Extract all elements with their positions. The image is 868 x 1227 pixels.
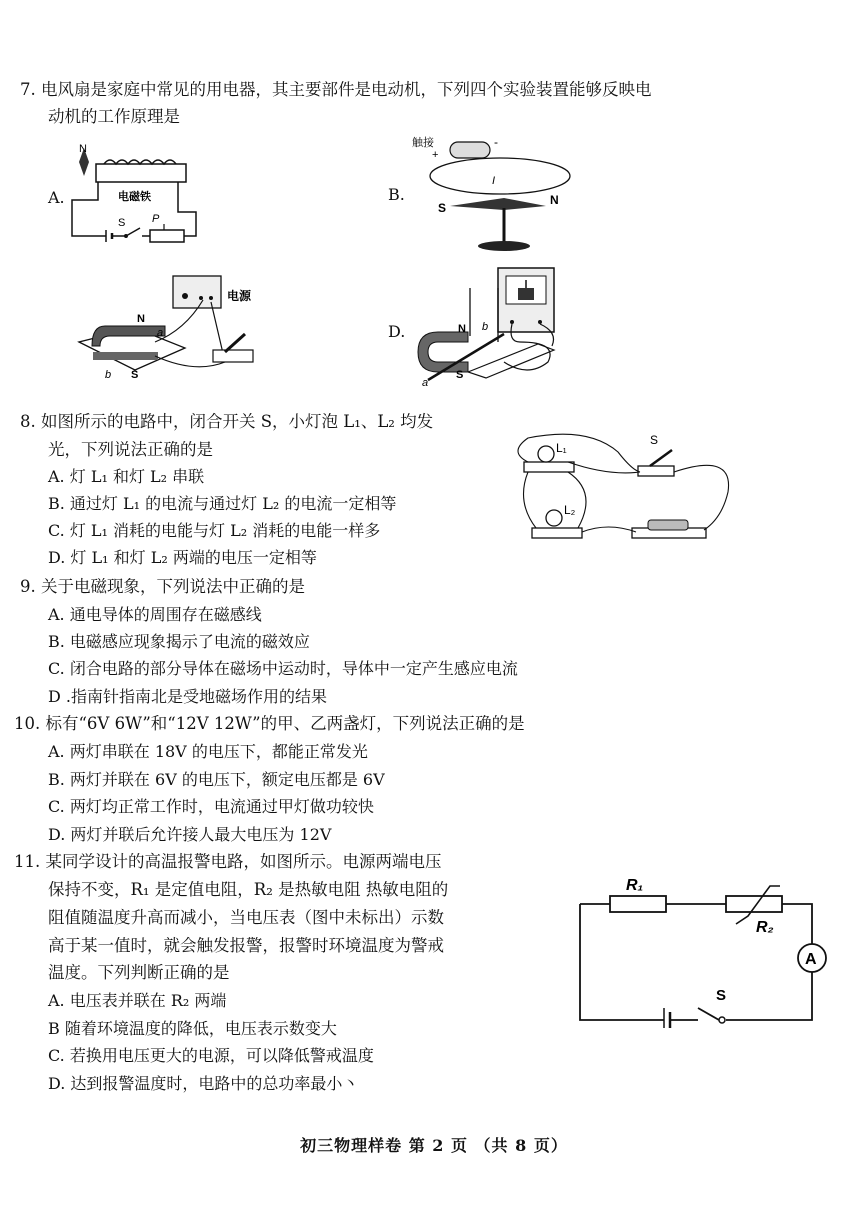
- q7-stem-line2: 动机的工作原理是: [48, 107, 180, 126]
- fig-l2-label: L₂: [564, 503, 576, 517]
- q9-option-c: C. 闭合电路的部分导体在磁场中运动时，导体中一定产生感应电流: [48, 659, 518, 678]
- switch-icon: [719, 1017, 725, 1023]
- battery-icon: [648, 520, 688, 530]
- q7-figure-b: [410, 130, 580, 255]
- q10-option-d: D. 两灯并联后允许接人最大电压为 12V: [48, 825, 332, 844]
- fig-a-p-label: P: [152, 213, 160, 225]
- q9-stem: 9. 关于电磁现象，下列说法中正确的是: [20, 577, 305, 596]
- fig-c-b-label: b: [105, 369, 112, 380]
- fig-b-n-label: N: [550, 193, 559, 207]
- fig-c-n-label: N: [137, 313, 145, 325]
- q10-stem: 10. 标有“6V 6W”和“12V 12W”的甲、乙两盏灯，下列说法正确的是: [14, 714, 525, 733]
- q7-stem-line1: 7. 电风扇是家庭中常见的用电器，其主要部件是电动机，下列四个实验装置能够反映电: [20, 80, 652, 99]
- q11-option-d: D. 达到报警温度时，电路中的总功率最小丶: [48, 1074, 359, 1093]
- q9-option-d: D .指南针指南北是受地磁场作用的结果: [48, 687, 328, 706]
- q7-figure-c: [75, 270, 275, 380]
- fig-a-n-label: N: [79, 143, 87, 155]
- q11-circuit-figure: [570, 868, 840, 1028]
- fig-r1-label: R₁: [626, 877, 644, 894]
- coil-windings: [104, 160, 176, 164]
- battery-icon: [450, 142, 490, 158]
- q9-option-b: B. 电磁感应现象揭示了电流的磁效应: [48, 632, 310, 651]
- q8-stem-line2: 光，下列说法正确的是: [48, 440, 213, 459]
- q8-circuit-figure: [508, 432, 738, 544]
- q7-option-d-label: D.: [388, 322, 406, 341]
- q7-option-a-label: A.: [48, 188, 65, 207]
- magnetic-needle-icon: [450, 198, 546, 210]
- q10-option-a: A. 两灯串联在 18V 的电压下，都能正常发光: [48, 742, 368, 761]
- fig-a-label: A: [805, 951, 817, 968]
- q11-option-b: B 随着环境温度的降低，电压表示数变大: [48, 1019, 337, 1038]
- power-supply-icon: [173, 276, 221, 308]
- fig-b-plus-label: +: [432, 149, 439, 161]
- fig-b-touch-label: 触接: [412, 137, 434, 149]
- resistor-r1-icon: [610, 896, 666, 912]
- fig-r2-label: R₂: [756, 919, 774, 936]
- fig-d-s-label: S: [456, 369, 464, 381]
- q11-option-c: C. 若换用电压更大的电源，可以降低警戒温度: [48, 1046, 374, 1065]
- switch-icon: [126, 228, 140, 236]
- fig-b-minus-label: -: [494, 135, 498, 149]
- fig-b-s-label: S: [438, 201, 447, 215]
- lamp-l2-icon: [546, 510, 562, 526]
- fig-d-a-label: a: [422, 377, 429, 389]
- q8-option-c: C. 灯 L₁ 消耗的电能与灯 L₂ 消耗的电能一样多: [48, 521, 381, 540]
- q7-figure-a: [66, 140, 206, 250]
- q7-figure-d: [408, 262, 568, 392]
- electromagnet-core: [96, 164, 186, 182]
- q8-option-b: B. 通过灯 L₁ 的电流与通过灯 L₂ 的电流一定相等: [48, 494, 397, 513]
- fig-a-electromagnet-label: 电磁铁: [118, 191, 151, 203]
- q11-stem-line2: 保持不变，R₁ 是定值电阻，R₂ 是热敏电阻 热敏电阻的: [48, 880, 449, 899]
- fig-s-label: S: [650, 433, 659, 447]
- lamp-l1-icon: [538, 446, 554, 462]
- q9-option-a: A. 通电导体的周围存在磁感线: [48, 605, 262, 624]
- fig-s-label: S: [716, 987, 727, 1004]
- fig-l1-label: L₁: [556, 441, 567, 455]
- q8-stem-line1: 8. 如图所示的电路中，闭合开关 S，小灯泡 L₁、L₂ 均发: [20, 412, 434, 431]
- fig-c-s-label: S: [131, 369, 139, 380]
- fig-c-power-label: 电源: [227, 289, 252, 303]
- q8-option-a: A. 灯 L₁ 和灯 L₂ 串联: [48, 467, 205, 486]
- q8-option-d: D. 灯 L₁ 和灯 L₂ 两端的电压一定相等: [48, 548, 317, 567]
- switch-icon: [638, 466, 674, 476]
- u-magnet-icon: [418, 332, 468, 372]
- q11-stem-line3: 阻值随温度升高而减小，当电压表（图中未标出）示数: [48, 908, 444, 927]
- lamp-base-l2: [532, 528, 582, 538]
- wire-loop: [430, 158, 570, 194]
- rheostat-icon: [150, 230, 184, 242]
- q7-option-b-label: B.: [388, 185, 405, 204]
- fig-d-n-label: N: [458, 323, 466, 335]
- switch-icon: [213, 350, 253, 362]
- fig-a-s-label: S: [118, 217, 126, 229]
- q11-option-a: A. 电压表并联在 R₂ 两端: [48, 991, 227, 1010]
- q10-option-c: C. 两灯均正常工作时，电流通过甲灯做功较快: [48, 797, 374, 816]
- page-footer: 初三物理样卷 第 2 页 （共 8 页）: [300, 1136, 568, 1155]
- thermistor-r2-icon: [726, 896, 782, 912]
- fig-c-a-label: a: [157, 327, 164, 339]
- q11-stem-line1: 11. 某同学设计的高温报警电路，如图所示。电源两端电压: [14, 852, 442, 871]
- q11-stem-line4: 高于某一值时，就会触发报警，报警时环境温度为警戒: [48, 936, 444, 955]
- fig-b-current-label: I: [492, 175, 496, 187]
- q11-stem-line5: 温度。下列判断正确的是: [48, 963, 230, 982]
- lamp-base-l1: [524, 462, 574, 472]
- q10-option-b: B. 两灯并联在 6V 的电压下，额定电压都是 6V: [48, 770, 385, 789]
- fig-d-b-label: b: [482, 321, 489, 333]
